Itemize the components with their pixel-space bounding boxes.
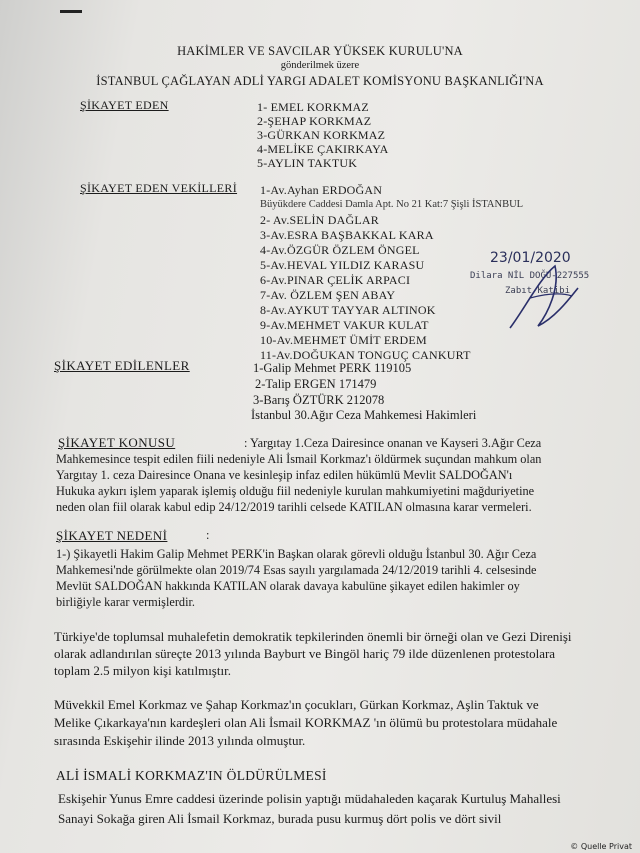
paragraph-line: olarak adlandırılan süreçte 2013 yılında Bayburt ve Bingöl hariç 79 ilde düzenlenen protestolara [54,646,556,661]
addressee-line-3: İSTANBUL ÇAĞLAYAN ADLİ YARGI ADALET KOMİSYONU BAŞKANLIĞI'NA [96,74,544,88]
lawyer-item: 2- Av.SELİN DAĞLAR [260,213,379,227]
lawyer-item: 5-Av.HEVAL YILDIZ KARASU [260,258,425,272]
paragraph-line: Melike Çıkarkaya'nın kardeşleri olan Ali İsmail KORKMAZ 'ın ölümü bu protestolara müdahale [54,715,558,730]
subject-line: : Yargıtay 1.Ceza Dairesince onanan ve Kayseri 3.Ağır Ceza [244,436,542,450]
stamp-officer: Dilara NİL DOĞU-227555 [470,271,590,281]
respondents-label: ŞİKAYET EDİLENLER [54,358,190,373]
addressee-line-1: HAKİMLER VE SAVCILAR YÜKSEK KURULU'NA [177,44,463,58]
lawyer-item: 8-Av.AYKUT TAYYAR ALTINOK [260,303,436,317]
lawyer-item: 4-Av.ÖZGÜR ÖZLEM ÖNGEL [260,243,420,257]
paragraph-line: toplam 2.5 milyon kişi katılmıştır. [54,663,231,678]
lawyer-item: 6-Av.PINAR ÇELİK ARPACI [260,273,411,287]
stamp-date: 23/01/2020 [490,250,571,266]
section-line: Sanayi Sokağa giren Ali İsmail Korkmaz, burada pusu kurmuş dört polis ve dört sivil [58,811,502,826]
complainant-item: 2-ŞEHAP KORKMAZ [257,114,372,128]
lawyer-item: 10-Av.MEHMET ÜMİT ERDEM [260,333,427,347]
lawyer-item: 11-Av.DOĞUKAN TONGUÇ CANKURT [260,348,471,362]
paragraph-line: Türkiye'de toplumsal muhalefetin demokratik tepkilerinden önemli bir örneği olan ve Gezi Direnişi [54,629,572,644]
subject-line: Hukuka aykırı işlem yaparak işlemiş olduğu fiil nedeniyle kurulan mahkumiyetini mağduriyetine [56,484,535,498]
photo-credit: © Quelle Privat [570,842,632,851]
subject-line: neden olan fiil olarak kabul edip 24/12/2019 tarihli celsede KATILAN olmasına karar vermeleri. [56,500,532,514]
lawyer-address: Büyükdere Caddesi Damla Apt. No 21 Kat:7 Şişli İSTANBUL [260,199,524,210]
section-line: Eskişehir Yunus Emre caddesi üzerinde polisin yaptığı müdahaleden kaçarak Kurtuluş Mahallesi [58,791,561,806]
reason-colon: : [206,528,210,542]
lawyer-item: 7-Av. ÖZLEM ŞEN ABAY [260,288,396,302]
complainant-item: 1- EMEL KORKMAZ [257,100,369,114]
subject-line: Yargıtay 1. ceza Dairesince Onana ve kesinleşip infaz edilen hükümlü Mevlit SALDOĞAN'ı [56,468,513,482]
addressee-line-2: gönderilmek üzere [280,60,360,71]
lawyer-item: 1-Av.Ayhan ERDOĞAN [260,183,383,197]
lawyers-label: ŞİKAYET EDEN VEKİLLERİ [80,181,238,195]
complainants-label: ŞİKAYET EDEN [80,98,169,112]
subject-label: ŞİKAYET KONUSU [58,435,176,450]
respondent-item: 3-Barış ÖZTÜRK 212078 [253,393,385,407]
reason-line: Mevlüt SALDOĞAN hakkında KATILAN olarak davaya kabulüne şikayet edilen hakimler oy [56,579,520,593]
complainant-item: 3-GÜRKAN KORKMAZ [257,128,386,142]
respondent-item: İstanbul 30.Ağır Ceza Mahkemesi Hakimleri [251,408,477,422]
paragraph-line: Müvekkil Emel Korkmaz ve Şahap Korkmaz'ın çocukları, Gürkan Korkmaz, Aşlin Taktuk ve [54,697,539,712]
complainant-item: 5-AYLIN TAKTUK [257,156,358,170]
stamp-role: Zabıt Katibi [505,286,571,296]
corner-mark [60,10,82,13]
paragraph-line: sırasında Eskişehir ilinde 2013 yılında olmuştur. [54,733,306,748]
reason-line: birliğiyle karar vermişlerdir. [56,595,195,609]
signature [500,258,585,338]
lawyer-item: 3-Av.ESRA BAŞBAKKAL KARA [260,228,434,242]
complainant-item: 4-MELİKE ÇAKIRKAYA [257,142,389,156]
reason-line: 1-) Şikayetli Hakim Galip Mehmet PERK'in Başkan olarak görevli olduğu İstanbul 30. Ağır Ceza [56,547,537,561]
respondent-item: 1-Galip Mehmet PERK 119105 [253,361,412,375]
subject-line: Mahkemesince tespit edilen fiili nedeniyle Ali İsmail Korkmaz'ı öldürmek suçundan mahkum olan [56,452,542,466]
section-title: ALİ İSMALİ KORKMAZ'IN ÖLDÜRÜLMESİ [56,768,327,783]
lawyer-item: 9-Av.MEHMET VAKUR KULAT [260,318,429,332]
reason-line: Mahkemesi'nde görülmekte olan 2019/74 Esas sayılı yargılamada 24/12/2019 tarihli 4. celsesinde [56,563,537,577]
respondent-item: 2-Talip ERGEN 171479 [255,377,377,391]
reason-label: ŞİKAYET NEDENİ [56,528,168,543]
